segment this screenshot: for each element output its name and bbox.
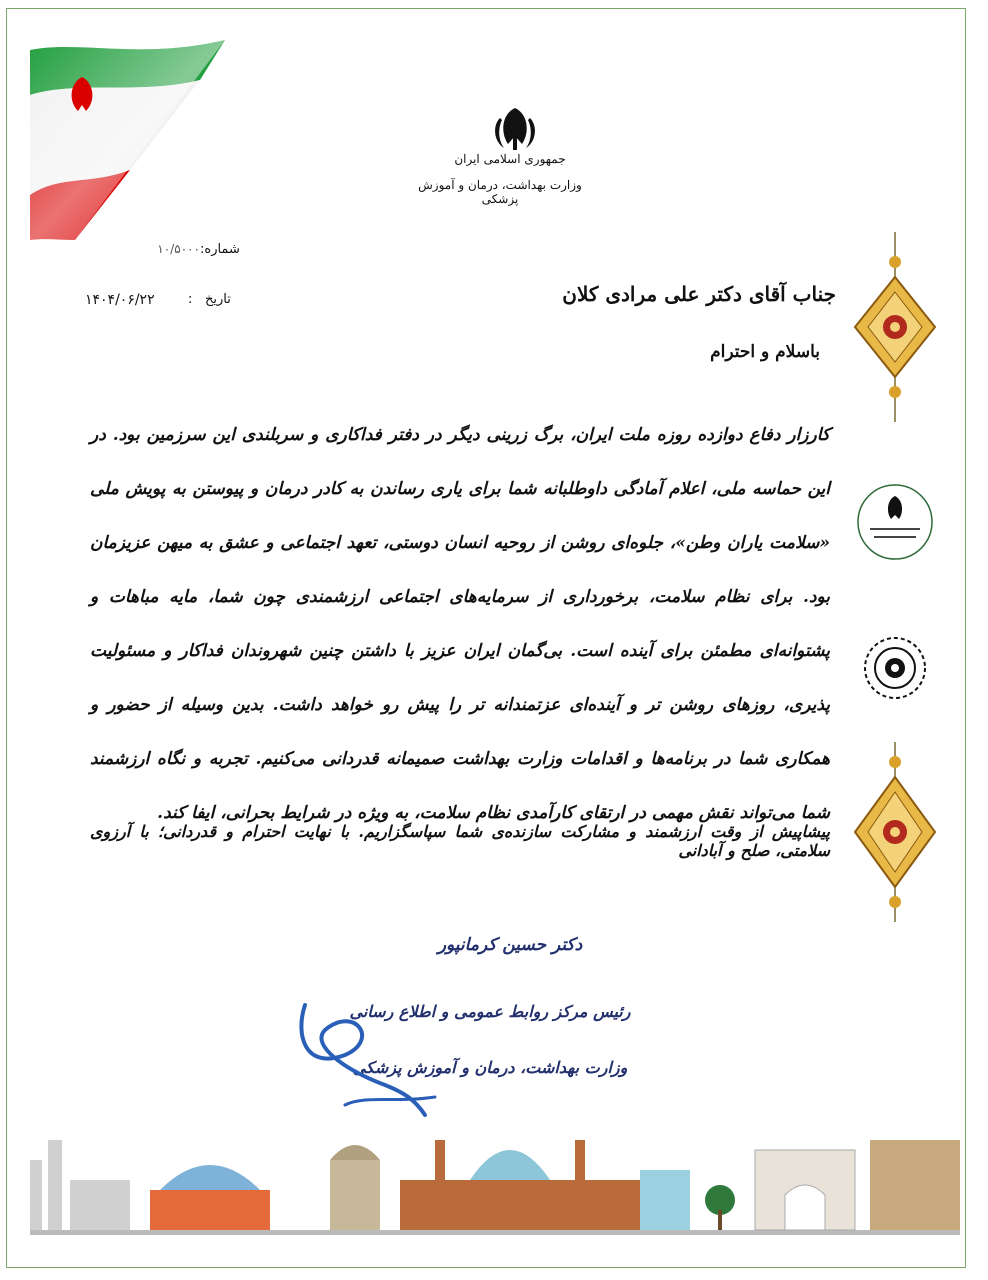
signatory-name: دکتر حسین کرمانپور bbox=[437, 935, 583, 955]
signatory-title: رئیس مرکز روابط عمومی و اطلاع رسانی bbox=[349, 1002, 631, 1021]
iran-flag-icon bbox=[0, 0, 240, 250]
header-line-ministry: وزارت بهداشت، درمان و آموزش پزشکی bbox=[418, 178, 582, 206]
date-label: تاریخ bbox=[205, 292, 231, 307]
handwritten-signature bbox=[285, 975, 445, 1125]
date-value: ۱۴۰۴/۰۶/۲۲ bbox=[85, 292, 155, 308]
number-value: ۱۰/۵۰۰۰ bbox=[157, 242, 200, 256]
islamic-ornament-icon bbox=[850, 742, 940, 922]
rosette-icon bbox=[850, 628, 940, 708]
letter-body: کارزار دفاع دوازده روزه ملت ایران، برگ زرینی دیگر در دفتر فداکاری و سربلندی این سرزمین بود. در این حماسه ملی، اعلام آمادگی داوطلبانه شما برای یاری رساندن به کادر درمان و پیوستن به پویش ملی «سلامت یاران وطن»، جلوه‌ای روشن از روحیه انسان دوستی، تعهد اجتماعی و عشق به میهن عزیزمان بود. برای نظام سلامت، برخورداری از سرمایه‌های اجتماعی ارزشمندی چون شما، مایه مباهات و پشتوانه‌ای مطمئن برای آینده است. بی‌گمان ایران عزیز با داشتن چنین شهروندان فداکار و مسئولیت پذیری، روزهای روشن تر و آینده‌ای عزتمندانه تر را پیش رو خواهد داشت. بدین وسیله از حضور و همکاری شما در برنامه‌ها و اقدامات وزارت بهداشت صمیمانه قدردانی می‌کنیم. تجربه و نگاه ارزشمند شما می‌تواند نقش مهمی در ارتقای کارآمدی نظام سلامت، به ویژه در شرایط بحرانی، ایفا کند. bbox=[90, 425, 831, 823]
city-skyline-illustration bbox=[30, 1120, 960, 1235]
signatory-org: وزارت بهداشت، درمان و آموزش پزشکی bbox=[352, 1058, 628, 1077]
header-line-republic: جمهوری اسلامی ایران bbox=[454, 152, 566, 166]
letter-closing: پیشاپیش از وقت ارزشمند و مشارکت سازنده‌ی شما سپاسگزاریم. با نهایت احترام و قدردانی؛ با آرزوی سلامتی، صلح و آبادانی bbox=[90, 822, 831, 860]
greeting: باسلام و احترام bbox=[710, 342, 820, 362]
date-separator: : bbox=[188, 292, 193, 307]
islamic-ornament-icon bbox=[850, 232, 940, 422]
number-label: شماره: bbox=[200, 242, 240, 257]
ministry-logo-icon bbox=[850, 482, 940, 562]
addressee: جناب آقای دکتر علی مرادی کلان bbox=[562, 282, 836, 306]
